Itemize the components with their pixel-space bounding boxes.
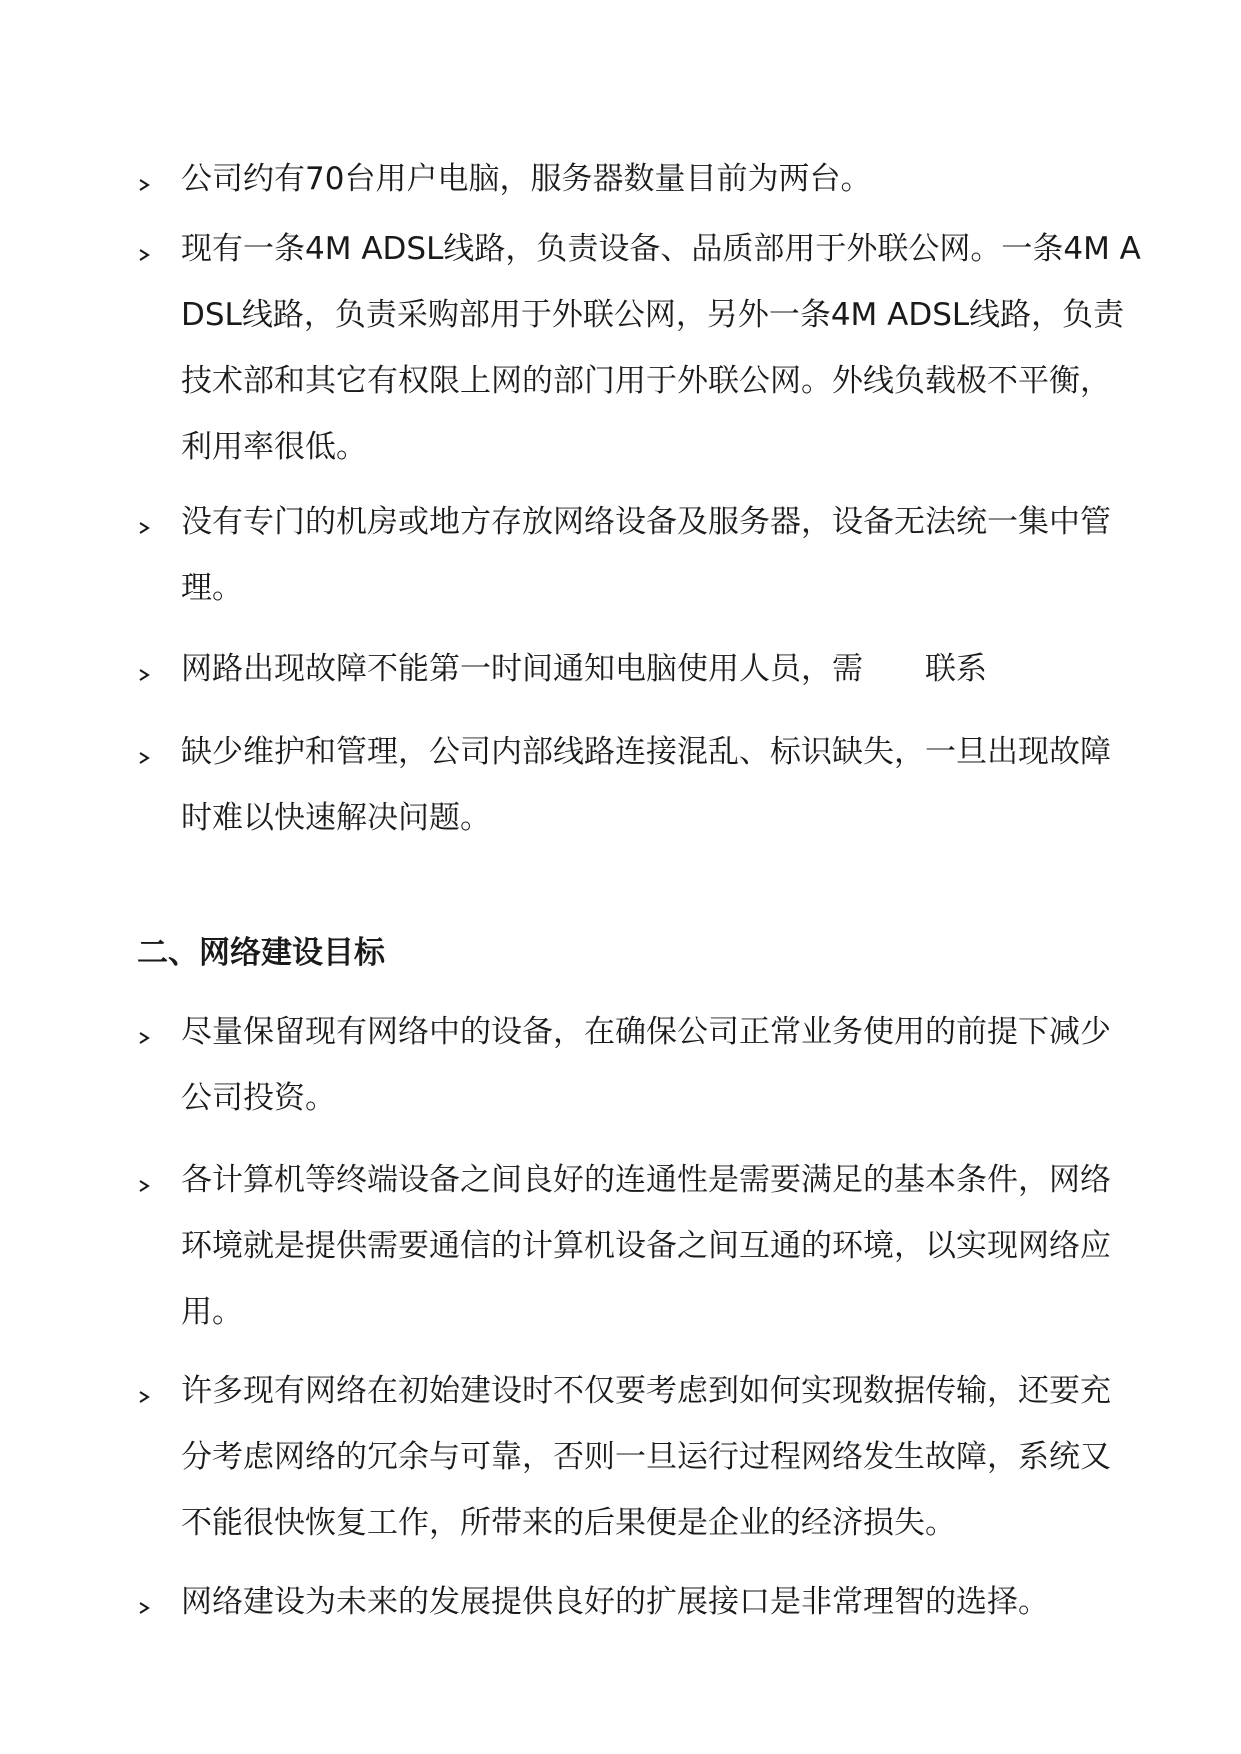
list-item-text: 没有专门的机房或地方存放网络设备及服务器，设备无法统一集中管理。	[181, 504, 1111, 606]
arrow-bullet-icon	[137, 1031, 151, 1045]
list-item-text: 现有一条4M ADSL线路，负责设备、品质部用于外联公网。一条4M ADSL线路，负责采购部用于外联公网，另外一条4M ADSL线路，负责技术部和其它有权限上网的部门用于外联公网。外线负载极不平衡，利用率很低。	[181, 231, 1141, 465]
list-item-text: 缺少维护和管理，公司内部线路连接混乱、标识缺失，一旦出现故障时难以快速解决问题。	[181, 734, 1111, 836]
arrow-bullet-icon	[137, 751, 151, 765]
arrow-bullet-icon	[137, 668, 151, 682]
list-item-text: 网络建设为未来的发展提供良好的扩展接口是非常理智的选择。	[181, 1584, 1049, 1620]
section-heading: 二、网络建设目标	[137, 935, 385, 971]
arrow-bullet-icon	[137, 1601, 151, 1615]
list-item-text: 各计算机等终端设备之间良好的连通性是需要满足的基本条件，网络环境就是提供需要通信的计算机设备之间互通的环境，以实现网络应用。	[181, 1162, 1111, 1330]
arrow-bullet-icon	[137, 248, 151, 262]
list-item-text: 许多现有网络在初始建设时不仅要考虑到如何实现数据传输，还要充分考虑网络的冗余与可靠，否则一旦运行过程网络发生故障，系统又不能很快恢复工作，所带来的后果便是企业的经济损失。	[181, 1373, 1111, 1541]
list-item-text: 尽量保留现有网络中的设备，在确保公司正常业务使用的前提下减少公司投资。	[181, 1014, 1111, 1116]
list-item-text: 公司约有70台用户电脑，服务器数量目前为两台。	[181, 161, 872, 197]
arrow-bullet-icon	[137, 178, 151, 192]
arrow-bullet-icon	[137, 1179, 151, 1193]
list-item-text: 网路出现故障不能第一时间通知电脑使用人员，需 联系	[181, 651, 987, 687]
arrow-bullet-icon	[137, 1390, 151, 1404]
arrow-bullet-icon	[137, 521, 151, 535]
